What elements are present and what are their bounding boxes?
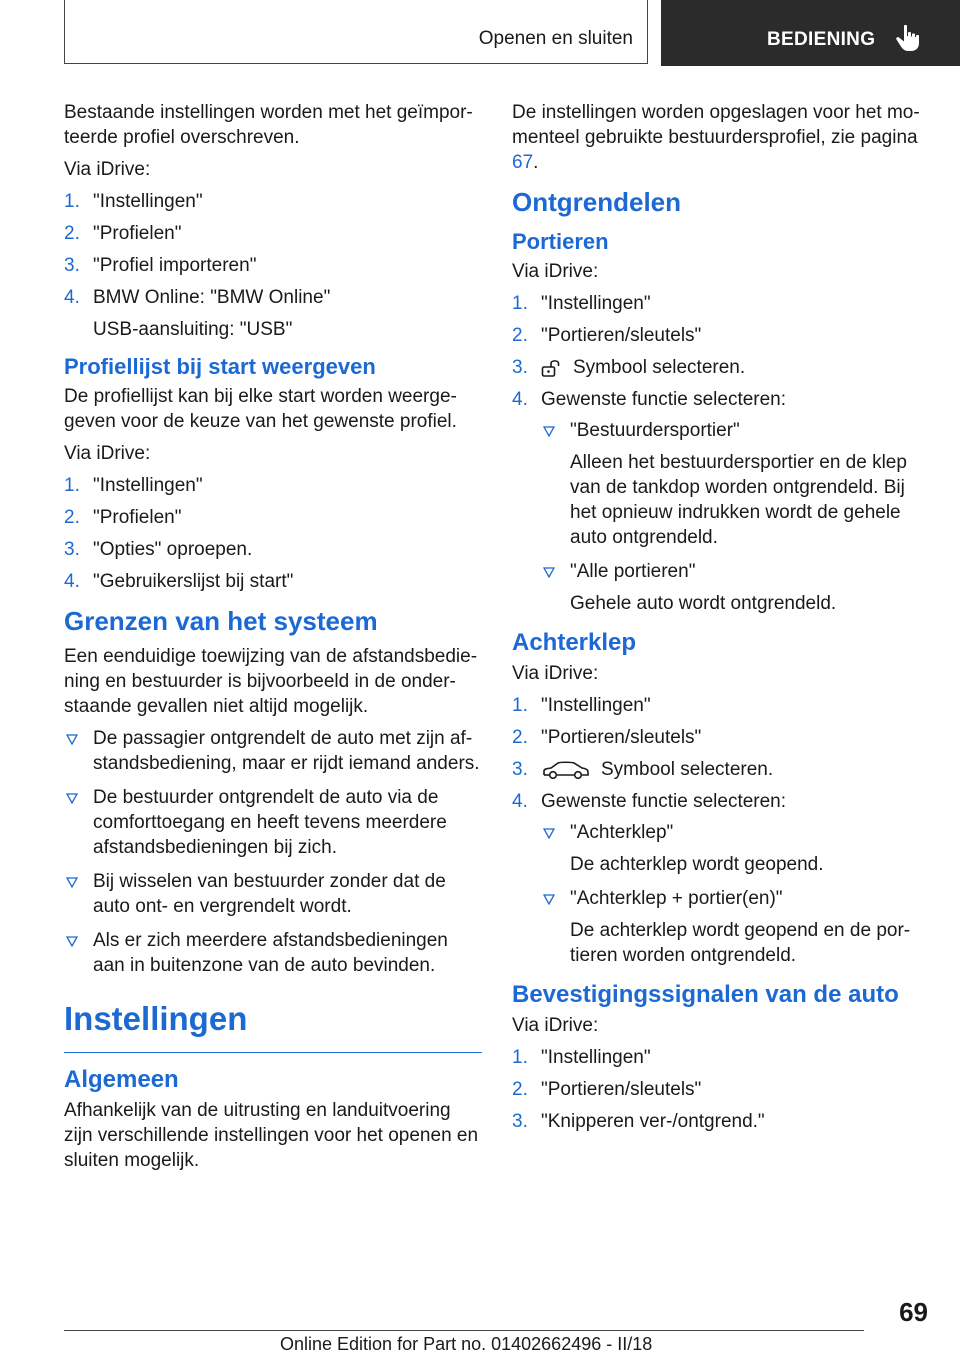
option-description: De achterklep wordt geopend en de portieren worden ontgrendeld. bbox=[570, 920, 911, 966]
step-number: 3. bbox=[64, 539, 80, 560]
bullet-text: Als er zich meerdere afstandsbedieningen aan in buitenzone van de auto bevinden. bbox=[93, 930, 448, 976]
header-chapter-tab bbox=[661, 0, 960, 66]
bullet-triangle-icon bbox=[66, 936, 78, 947]
opslag-text: De instellingen worden opgeslagen voor het momenteel gebruikte bestuurdersprofiel, zie pagina bbox=[512, 102, 920, 148]
header-section-box bbox=[64, 0, 648, 64]
profiellijst-paragraph: De profiellijst kan bij elke start worden weergegeven voor de keuze van het gewenste profiel. bbox=[64, 386, 457, 432]
list-item bbox=[64, 537, 482, 562]
option-description: Gehele auto wordt ontgrendeld. bbox=[570, 593, 837, 614]
step-text: "Profiel importeren" bbox=[93, 255, 257, 276]
header-chapter-title: BEDIENING bbox=[767, 29, 876, 50]
heading-instellingen: Instellingen bbox=[64, 1000, 482, 1053]
bullet-triangle-icon bbox=[66, 793, 78, 804]
list-item bbox=[64, 473, 482, 498]
bullet-triangle-icon bbox=[543, 426, 555, 437]
heading-ontgrendelen: Ontgrendelen bbox=[512, 187, 682, 217]
list-item bbox=[512, 725, 932, 750]
list-item bbox=[64, 285, 482, 342]
step-text: Gewenste functie selecteren: bbox=[541, 791, 787, 812]
list-item bbox=[512, 291, 932, 316]
heading-algemeen: Algemeen bbox=[64, 1066, 179, 1093]
via-idrive-label: Via iDrive: bbox=[64, 443, 151, 464]
via-idrive-label: Via iDrive: bbox=[512, 663, 599, 684]
list-item bbox=[541, 418, 932, 550]
step-number: 4. bbox=[64, 287, 80, 308]
bullet-text: De passagier ontgrendelt de auto met zijn afstandsbediening, maar er rijdt iemand anders. bbox=[93, 728, 480, 774]
heading-grenzen: Grenzen van het systeem bbox=[64, 606, 378, 636]
achterklep-options-list bbox=[541, 820, 932, 968]
list-item bbox=[64, 221, 482, 246]
bullet-text: De bestuurder ontgrendelt de auto via de comforttoegang en heeft tevens meerdere afstandsbedieningen bij zich. bbox=[93, 787, 447, 858]
grenzen-bullet-list bbox=[64, 726, 482, 978]
list-item bbox=[64, 785, 482, 860]
right-column bbox=[512, 100, 932, 1142]
step-text: "Gebruikerslijst bij start" bbox=[93, 571, 294, 592]
import-steps-list bbox=[64, 189, 482, 342]
option-description: De achterklep wordt geopend. bbox=[570, 854, 824, 875]
heading-achterklep: Achterklep bbox=[512, 629, 637, 656]
list-item bbox=[64, 869, 482, 919]
option-text: "Achterklep + portier(en)" bbox=[570, 888, 783, 909]
step-text: "Portieren/sleutels" bbox=[541, 1079, 702, 1100]
hand-pointer-icon bbox=[895, 24, 921, 52]
opslag-paragraph bbox=[512, 100, 932, 175]
footer-edition: Online Edition for Part no. 01402662496 - II/18 bbox=[280, 1334, 653, 1354]
list-item bbox=[541, 559, 932, 616]
list-item bbox=[64, 569, 482, 594]
heading-profiellijst: Profiellijst bij start weergeven bbox=[64, 354, 376, 379]
step-number: 4. bbox=[512, 791, 528, 812]
achterklep-steps-list bbox=[512, 693, 932, 968]
portieren-options-list bbox=[541, 418, 932, 616]
step-text: Symbool selecteren. bbox=[601, 759, 774, 780]
step-text: "Profielen" bbox=[93, 507, 182, 528]
option-text: "Bestuurdersportier" bbox=[570, 420, 740, 441]
list-item bbox=[64, 726, 482, 776]
bevestiging-steps-list bbox=[512, 1045, 932, 1134]
list-item bbox=[512, 355, 932, 380]
step-text: BMW Online: "BMW Online" bbox=[93, 287, 331, 308]
list-item bbox=[512, 323, 932, 348]
step-number: 1. bbox=[512, 293, 528, 314]
step-text: "Profielen" bbox=[93, 223, 182, 244]
bullet-triangle-icon bbox=[543, 567, 555, 578]
step-text: "Knipperen ver-/ontgrend." bbox=[541, 1111, 765, 1132]
step-number: 4. bbox=[64, 571, 80, 592]
grenzen-paragraph: Een eenduidige toewijzing van de afstandsbediening en bestuurder is bijvoorbeeld in de onderstaande gevallen niet altijd mogelijk. bbox=[64, 646, 478, 717]
list-item bbox=[512, 387, 932, 616]
via-idrive-label: Via iDrive: bbox=[512, 261, 599, 282]
step-number: 2. bbox=[64, 223, 80, 244]
step-number: 1. bbox=[512, 1047, 528, 1068]
heading-bevestigingssignalen: Bevestigingssignalen van de auto bbox=[512, 981, 899, 1008]
list-item bbox=[64, 928, 482, 978]
step-text: Symbool selecteren. bbox=[573, 357, 746, 378]
step-text: "Portieren/sleutels" bbox=[541, 727, 702, 748]
page-header bbox=[0, 0, 960, 66]
page-reference-link[interactable]: 67 bbox=[512, 152, 534, 173]
step-text: "Instellingen" bbox=[93, 191, 203, 212]
list-item bbox=[512, 1109, 932, 1134]
step-number: 2. bbox=[512, 727, 528, 748]
heading-portieren: Portieren bbox=[512, 229, 609, 254]
step-number: 1. bbox=[64, 191, 80, 212]
step-number: 4. bbox=[512, 389, 528, 410]
list-item bbox=[512, 693, 932, 718]
step-text: "Instellingen" bbox=[93, 475, 203, 496]
step-text: "Instellingen" bbox=[541, 1047, 651, 1068]
portieren-steps-list bbox=[512, 291, 932, 616]
step-number: 2. bbox=[512, 325, 528, 346]
list-item bbox=[512, 789, 932, 968]
opslag-text-end: . bbox=[533, 152, 539, 173]
via-idrive-label: Via iDrive: bbox=[512, 1015, 599, 1036]
list-item bbox=[512, 1077, 932, 1102]
list-item bbox=[64, 189, 482, 214]
step-number: 1. bbox=[64, 475, 80, 496]
bullet-triangle-icon bbox=[66, 877, 78, 888]
step-number: 3. bbox=[512, 759, 528, 780]
left-column bbox=[64, 100, 482, 1180]
header-section-title: Openen en sluiten bbox=[478, 28, 633, 49]
bullet-triangle-icon bbox=[543, 894, 555, 905]
list-item bbox=[541, 820, 932, 877]
step-text: "Portieren/sleutels" bbox=[541, 325, 702, 346]
step-number: 3. bbox=[512, 357, 528, 378]
step-text: "Instellingen" bbox=[541, 695, 651, 716]
step-number: 2. bbox=[64, 507, 80, 528]
car-icon bbox=[541, 760, 591, 780]
page-number: 69 bbox=[899, 1297, 928, 1327]
step-text: "Opties" oproepen. bbox=[93, 539, 253, 560]
option-description: Alleen het bestuurdersportier en de klep van de tankdop worden ontgrendeld. Bij het opnieuw indrukken wordt de gehele auto ontgrendeld. bbox=[570, 452, 907, 548]
footer-divider bbox=[64, 1330, 864, 1331]
unlock-icon bbox=[541, 358, 563, 378]
bullet-triangle-icon bbox=[543, 828, 555, 839]
bullet-text: Bij wisselen van bestuurder zonder dat de auto ont- en vergrendelt wordt. bbox=[93, 871, 446, 917]
intro-paragraph: Bestaande instellingen worden met het geïmporteerde profiel overschreven. bbox=[64, 102, 473, 148]
step-subtext: USB-aansluiting: "USB" bbox=[93, 319, 293, 340]
step-number: 2. bbox=[512, 1079, 528, 1100]
list-item bbox=[541, 886, 932, 968]
option-text: "Alle portieren" bbox=[570, 561, 696, 582]
list-item bbox=[64, 253, 482, 278]
step-text: Gewenste functie selecteren: bbox=[541, 389, 787, 410]
step-number: 1. bbox=[512, 695, 528, 716]
step-number: 3. bbox=[64, 255, 80, 276]
step-number: 3. bbox=[512, 1111, 528, 1132]
via-idrive-label: Via iDrive: bbox=[64, 159, 151, 180]
list-item bbox=[512, 757, 932, 782]
list-item bbox=[64, 505, 482, 530]
bullet-triangle-icon bbox=[66, 734, 78, 745]
profiellijst-steps-list bbox=[64, 473, 482, 594]
algemeen-paragraph: Afhankelijk van de uitrusting en landuitvoering zijn verschillende instellingen voor het openen en sluiten mogelijk. bbox=[64, 1100, 479, 1171]
step-text: "Instellingen" bbox=[541, 293, 651, 314]
list-item bbox=[512, 1045, 932, 1070]
option-text: "Achterklep" bbox=[570, 822, 674, 843]
